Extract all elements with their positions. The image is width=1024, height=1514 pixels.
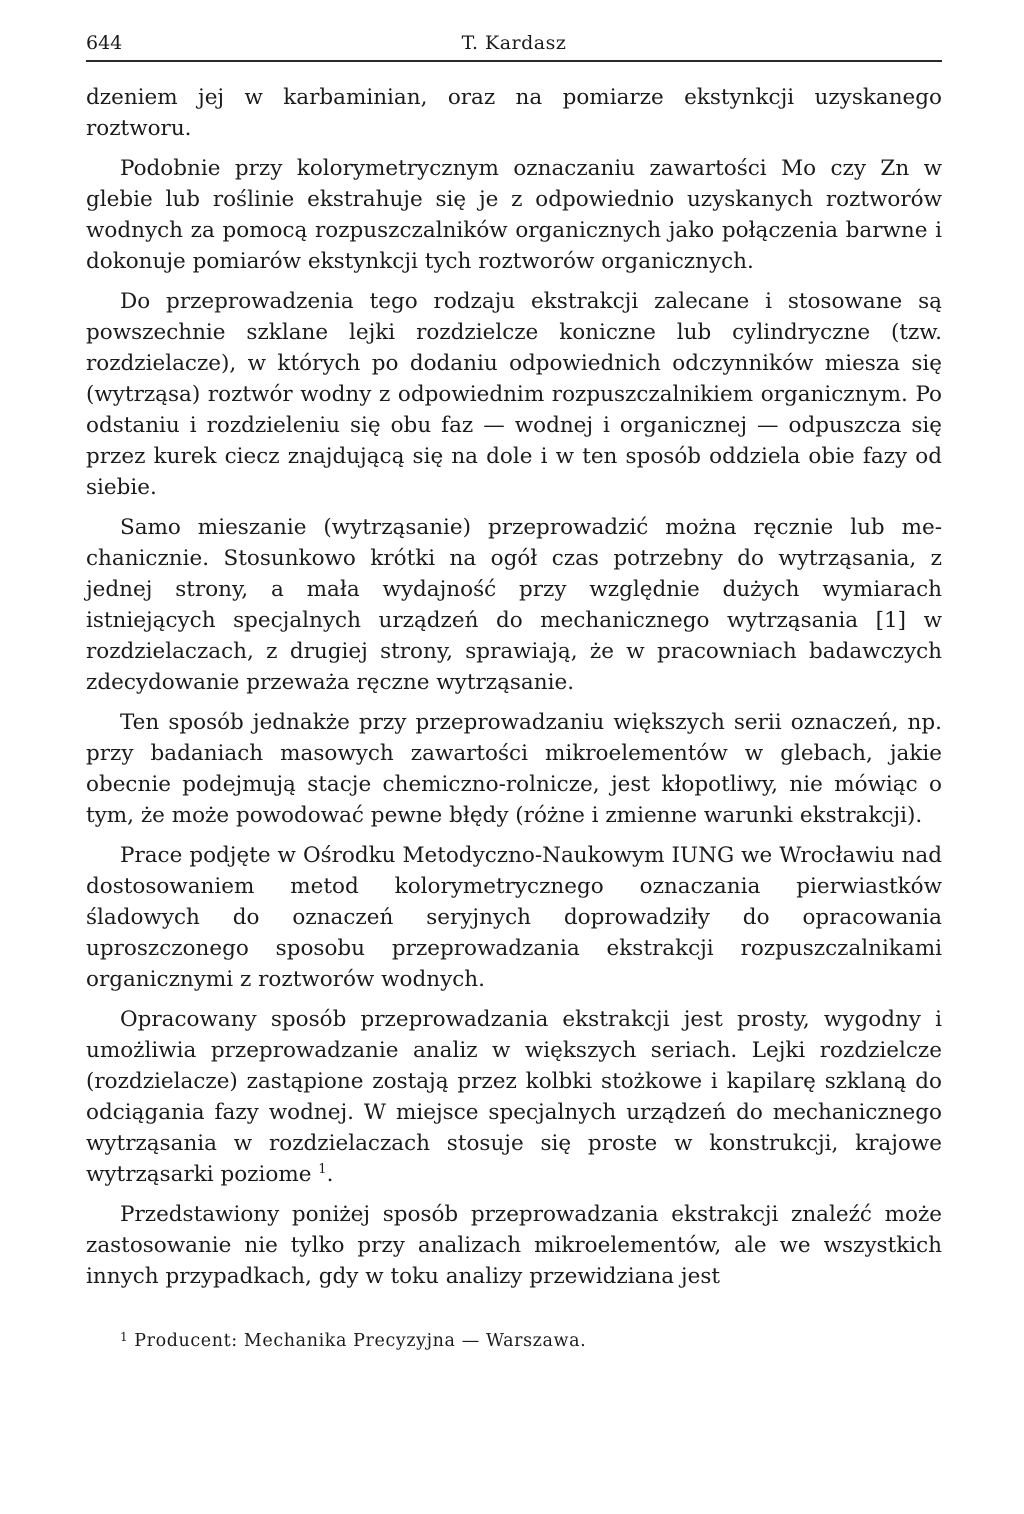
article-body xyxy=(86,82,942,1292)
footnotes xyxy=(86,1330,942,1351)
paragraph xyxy=(86,1004,942,1190)
paragraph: dzeniem jej w karbaminian, oraz na pomiarze ekstynkcji uzyskanego roztworu. xyxy=(86,85,942,141)
footnote-mark: 1 xyxy=(120,1330,129,1344)
page xyxy=(86,28,942,1301)
paragraph: Samo mieszanie (wytrząsanie) przeprowadzić można ręcznie lub mechanicznie. Stosunkowo krótki na ogół czas potrzebny do wytrząsania, z jednej strony, a mała wydajność przy względnie dużych wymiarach istniejących specjalnych urządzeń do mechanicznego wytrząsania [1] w rozdzielaczach, z drugiej strony, sprawiają, że w pracowniach badawczych zdecydowanie przeważa ręczne wytrząsanie. xyxy=(86,515,942,695)
footnote xyxy=(86,1330,942,1351)
paragraph: Podobnie przy kolorymetrycznym oznaczaniu zawartości Mo czy Zn w glebie lub roślinie ekstrahuje się je z odpowiednio uzyskanych roztworów wodnych za pomocą rozpuszczalników organicznych jako połączenia barwne i dokonuje pomiarów ekstynkcji tych roztworów organicznych. xyxy=(86,156,942,274)
header-rule xyxy=(86,60,942,62)
footnote-reference: 1 xyxy=(318,1161,327,1177)
page-header xyxy=(86,28,942,56)
paragraph: Przedstawiony poniżej sposób przeprowadzania ekstrakcji znaleźć może zastosowanie nie tylko przy analizach mikroelementów, ale we wszystkich innych przypadkach, gdy w toku analizy przewidziana jest xyxy=(86,1202,942,1289)
paragraph-text: Opracowany sposób przeprowadzania ekstrakcji jest prosty, wygodny i umożliwia przeprowadzanie analiz w większych seriach. Lejki rozdzielcze (rozdzielacze) zastąpione zostają przez kolbki stożkowe i kapilarę szklaną do odciągania fazy wodnej. W miejsce specjalnych urządzeń do mechanicznego wytrząsania w rozdzielaczach stosuje się proste w konstrukcji, krajowe wytrząsarki poziome xyxy=(86,1007,942,1187)
paragraph: Ten sposób jednakże przy przeprowadzaniu większych serii oznaczeń, np. przy badaniach masowych zawartości mikroelementów w glebach, jakie obecnie podejmują stacje chemiczno-rolnicze, jest kłopotliwy, nie mówiąc o tym, że może powodować pewne błędy (różne i zmienne warunki ekstrakcji). xyxy=(86,710,942,828)
paragraph: Do przeprowadzenia tego rodzaju ekstrakcji zalecane i stosowane są powszechnie szklane lejki rozdzielcze koniczne lub cylindryczne (tzw. rozdzielacze), w których po dodaniu odpowiednich odczynników miesza się (wytrząsa) roztwór wodny z odpowiednim rozpuszczalnikiem organicznym. Po odstaniu i rozdzieleniu się obu faz — wodnej i organicznej — odpuszcza się przez kurek ciecz znajdującą się na dole i w ten sposób oddziela obie fazy od siebie. xyxy=(86,289,942,500)
paragraph-end-punctuation: . xyxy=(326,1162,334,1187)
page-number: 644 xyxy=(86,32,123,54)
paragraph: Prace podjęte w Ośrodku Metodyczno-Naukowym IUNG we Wrocławiu nad dostosowaniem metod kolorymetrycznego oznaczania pierwiastków śladowych do oznaczeń seryjnych doprowadziły do opracowania uproszczonego sposobu przeprowadzania ekstrakcji rozpuszczalnikami organicznymi z roztworów wodnych. xyxy=(86,843,942,992)
running-head: T. Kardasz xyxy=(461,32,567,54)
footnote-text: Producent: Mechanika Precyzyjna — Warszawa. xyxy=(134,1331,587,1351)
